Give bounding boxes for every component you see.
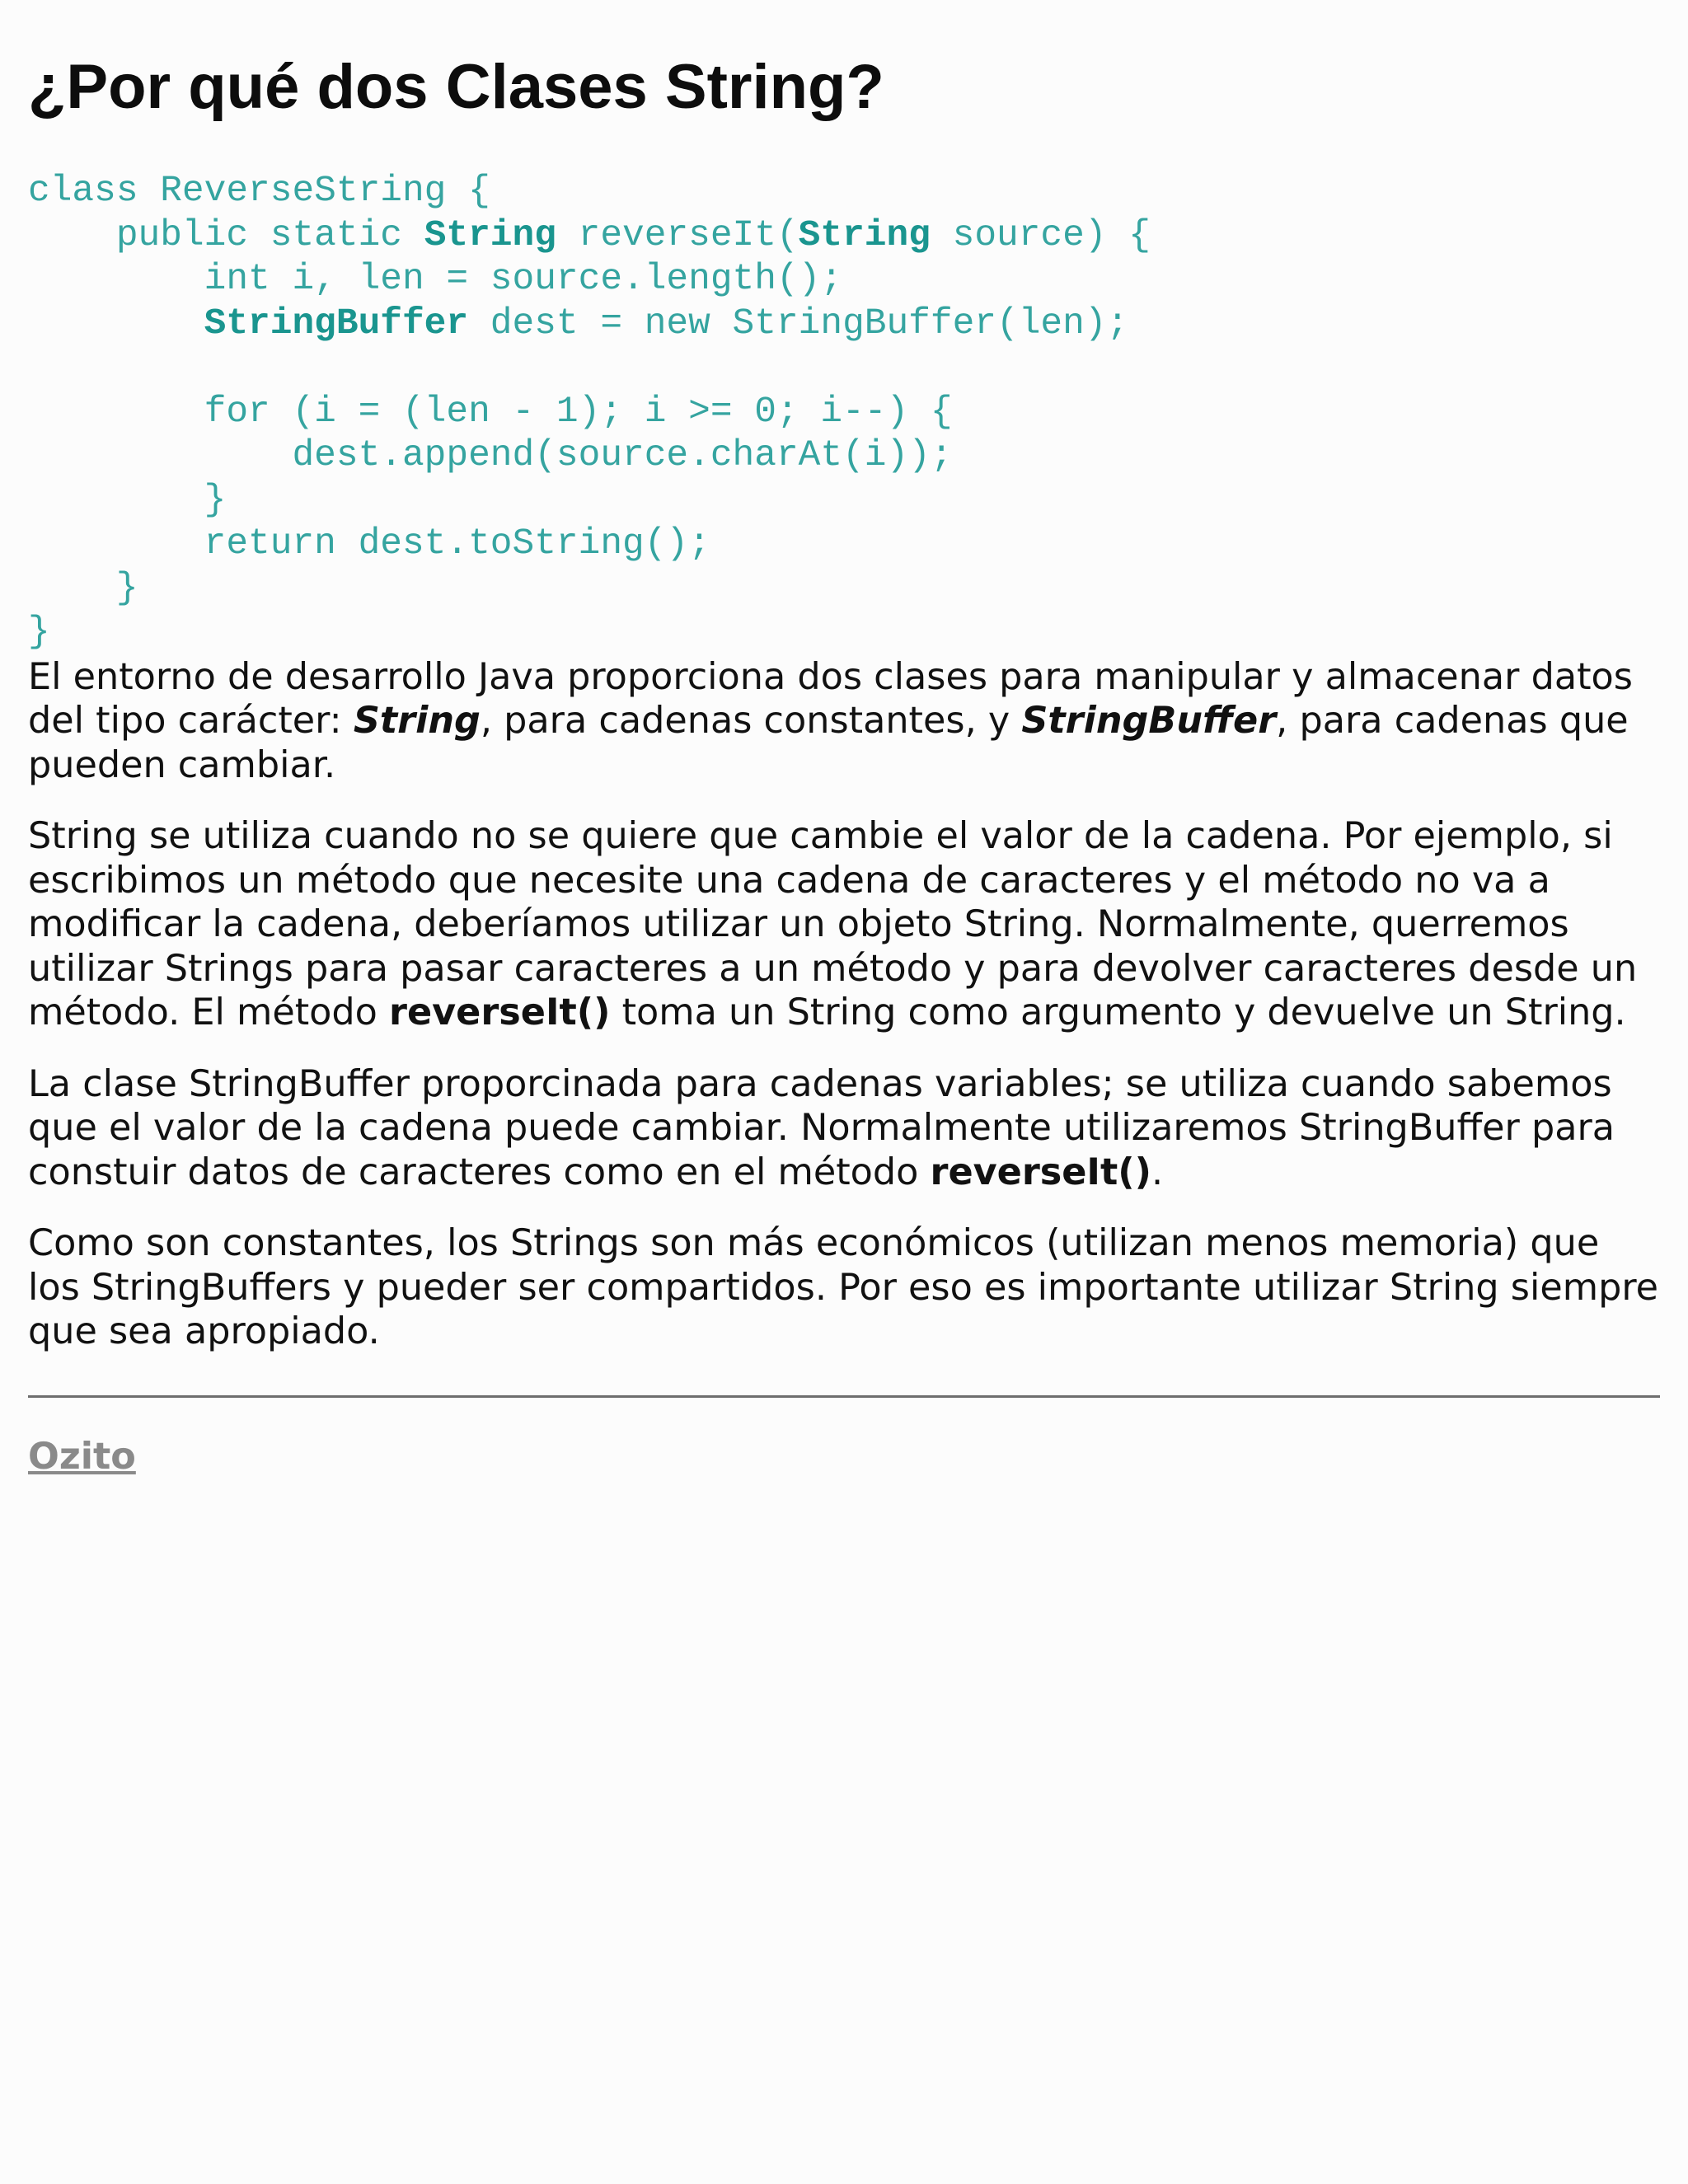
text-run: String se utiliza cuando no se quiere que cambie el valor de la cadena. Por ejemplo, si escribimos un método que necesite una cadena de caracteres y el método no va a modificar la cadena, deberíamos utilizar un objeto String. Normalmente, querremos utilizar Strings para pasar caracteres a un método y para devolver caracteres desde un método. El método: [28, 815, 1638, 1033]
stringbuffer-term: StringBuffer: [1021, 700, 1277, 742]
text-run: , para cadenas constantes, y: [480, 700, 1022, 742]
code-line: for (i = (len - 1); i >= 0; i--) {: [28, 391, 953, 433]
code-line: dest.append(source.charAt(i));: [28, 435, 953, 476]
ozito-link[interactable]: Ozito: [28, 1435, 136, 1478]
code-block: [28, 170, 1660, 655]
code-line: }: [28, 567, 138, 609]
code-text: source) {: [930, 214, 1151, 256]
conclusion-paragraph: Como son constantes, los Strings son más económicos (utilizan menos memoria) que los StringBuffers y pueder ser compartidos. Por eso es importante utilizar String siempre que sea apropiado.: [28, 1222, 1659, 1352]
code-line: class ReverseString {: [28, 171, 490, 212]
code-line: [28, 303, 204, 344]
page-title: ¿Por qué dos Clases String?: [28, 52, 884, 122]
code-keyword: StringBuffer: [204, 302, 469, 344]
string-term: String: [353, 700, 481, 742]
text-run: El entorno de desarrollo Java proporciona dos clases para manipular y almacenar datos del tipo carácter:: [28, 655, 1633, 742]
code-text: dest = new StringBuffer(len);: [468, 302, 1129, 344]
divider: [28, 1395, 1660, 1398]
code-line: }: [28, 612, 50, 653]
code-line: }: [28, 479, 227, 521]
text-run: toma un String como argumento y devuelve un String.: [610, 991, 1626, 1033]
code-keyword: String: [424, 214, 556, 256]
code-line: int i, len = source.length();: [28, 259, 843, 300]
text-run: La clase StringBuffer proporcinada para cadenas variables; se utiliza cuando sabemos que el valor de la cadena puede cambiar. Normalmente utilizaremos StringBuffer para constuir datos de caracteres como en el método: [28, 1062, 1615, 1193]
method-name: reverseIt(): [389, 991, 611, 1033]
code-line: return dest.toString();: [28, 523, 710, 565]
text-run: , para cadenas que pueden cambiar.: [28, 700, 1629, 786]
page-content: [28, 0, 1660, 1478]
method-name: reverseIt(): [930, 1151, 1151, 1193]
stringbuffer-paragraph: [28, 1062, 1660, 1195]
code-keyword: String: [798, 214, 931, 256]
intro-paragraph: [28, 655, 1660, 788]
string-paragraph: [28, 814, 1660, 1035]
code-line: public static: [28, 214, 424, 256]
code-text: reverseIt(: [556, 214, 799, 256]
text-run: .: [1151, 1151, 1164, 1193]
